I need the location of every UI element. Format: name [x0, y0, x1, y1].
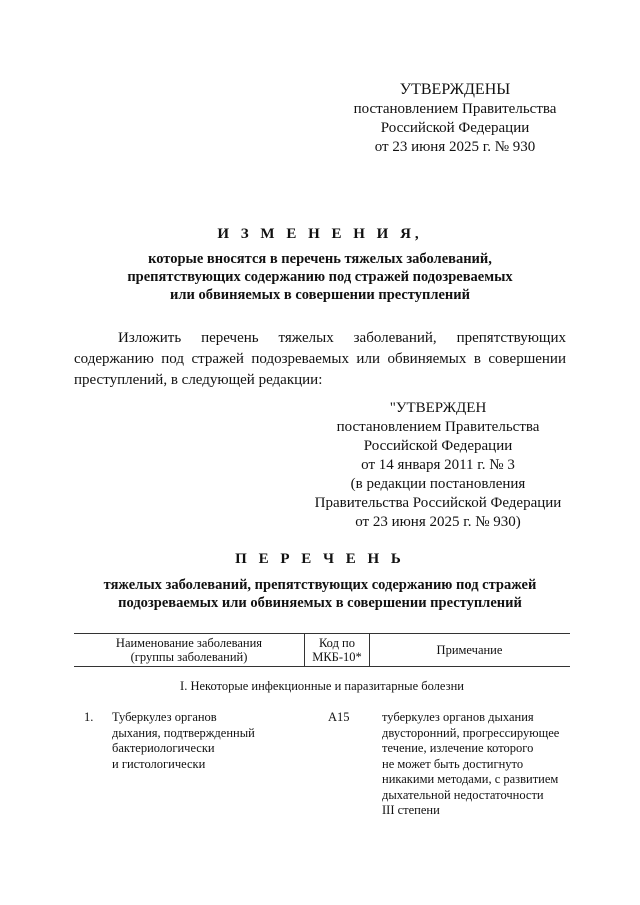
approval-stamp: [330, 80, 580, 157]
subtitle-line: или обвиняемых в совершении преступлений: [170, 287, 470, 303]
approval-line: постановлением Правительства: [336, 419, 540, 435]
name-line: и гистологически: [112, 756, 206, 771]
row-disease-name: [112, 710, 255, 772]
note-line: течение, излечение которого: [382, 741, 534, 755]
approval-line: Российской Федерации: [380, 120, 530, 136]
approval-line: Российской Федерации: [363, 438, 513, 454]
approval-line: от 23 июня 2025 г. № 930): [355, 514, 521, 530]
row-note: [382, 710, 559, 819]
name-line: Туберкулез органов: [112, 710, 217, 724]
row-icd-code: A15: [328, 710, 350, 724]
subtitle-line: препятствующих содержанию под стражей подозреваемых: [127, 269, 513, 285]
table-header: [74, 633, 570, 667]
subtitle-line: тяжелых заболеваний, препятствующих содержанию под стражей: [103, 577, 537, 593]
disease-table: [74, 633, 570, 817]
note-line: двусторонний, прогрессирующее: [382, 725, 560, 740]
header-note-cell: Примечание: [436, 643, 503, 657]
header-line: МКБ-10*: [312, 650, 362, 664]
note-line: никакими методами, с развитием: [382, 772, 559, 786]
approval-stamp-quoted: [300, 399, 576, 532]
paragraph-line: содержанию под стражей подозреваемых или обвиняемых в совершении: [74, 351, 566, 367]
paragraph-line: преступлений, в следующей редакции:: [74, 372, 323, 388]
changes-subtitle: [60, 250, 580, 304]
note-line: III степени: [382, 803, 440, 817]
approval-line: от 14 января 2011 г. № 3: [361, 457, 515, 473]
approval-line: (в редакции постановления: [350, 476, 526, 492]
approval-line: постановлением Правительства: [353, 101, 557, 117]
note-line: дыхательной недостаточности: [382, 787, 544, 802]
approval-line: от 23 июня 2025 г. № 930: [374, 139, 536, 155]
header-line: (группы заболеваний): [130, 650, 248, 664]
body-paragraph: [74, 328, 566, 391]
header-code-cell: [304, 634, 370, 666]
note-line: туберкулез органов дыхания: [382, 710, 534, 724]
header-name-cell: [74, 634, 304, 666]
subtitle-line: которые вносятся в перечень тяжелых заболеваний,: [148, 251, 492, 267]
list-heading: П Е Р Е Ч Е Н Ь: [235, 551, 405, 567]
section-title: I. Некоторые инфекционные и паразитарные болезни: [180, 679, 464, 693]
name-line: дыхания, подтвержденный: [112, 725, 255, 740]
list-subtitle: [60, 576, 580, 612]
name-line: бактериологически: [112, 741, 215, 755]
approval-heading: УТВЕРЖДЕНЫ: [399, 81, 511, 98]
row-number: 1.: [84, 710, 94, 724]
approval-line: Правительства Российской Федерации: [314, 495, 562, 511]
header-line: Код по: [318, 636, 355, 650]
note-line: не может быть достигнуто: [382, 756, 524, 771]
approval-line: "УТВЕРЖДЕН: [389, 400, 487, 416]
header-line: Наименование заболевания: [115, 636, 263, 650]
changes-heading: И З М Е Н Е Н И Я,: [217, 226, 423, 242]
paragraph-line: Изложить перечень тяжелых заболеваний, препятствующих: [118, 330, 566, 346]
subtitle-line: подозреваемых или обвиняемых в совершении преступлений: [118, 595, 522, 611]
